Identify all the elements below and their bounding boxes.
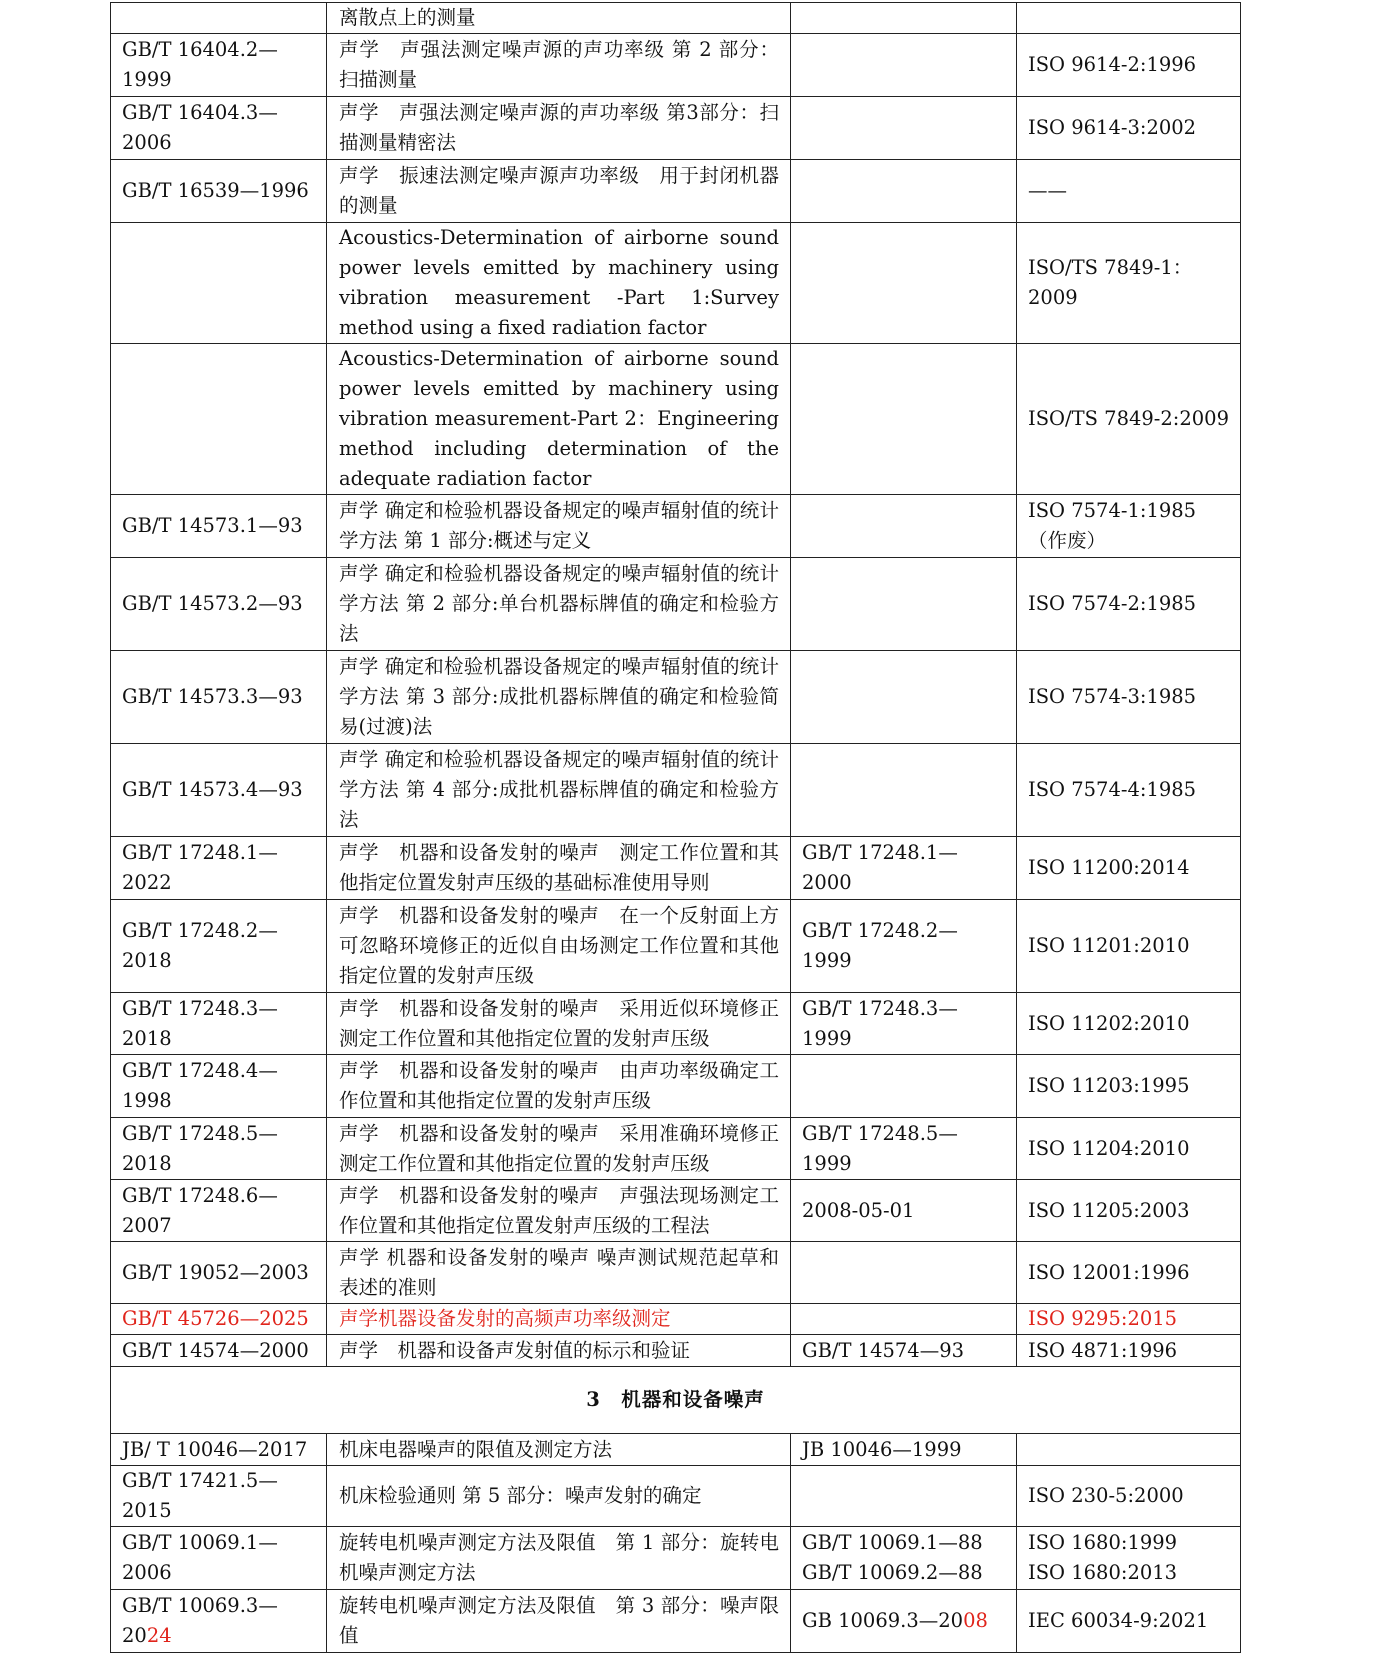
standard-title: Acoustics-Determination of airborne sound power levels emitted by machinery using vibration measurement-Part 2：Engineering method including determination of the adequate radiation factor: [327, 344, 791, 495]
replaced-standard: [791, 558, 1017, 651]
table-row: [111, 1434, 1241, 1466]
standard-code: [111, 344, 327, 495]
replaced-standard: GB 10069.3—20: [802, 1609, 964, 1632]
standard-title: 离散点上的测量: [327, 3, 791, 34]
replaced-standard-cell: [791, 1590, 1017, 1653]
standard-title: 旋转电机噪声测定方法及限值 第 3 部分：噪声限值: [327, 1590, 791, 1653]
standard-title: 声学 机器和设备发射的噪声 采用准确环境修正测定工作位置和其他指定位置的发射声压级: [327, 1118, 791, 1180]
standard-code: GB/T 16404.3—2006: [111, 97, 327, 160]
standard-code: [111, 3, 327, 34]
standard-code: GB/T 14573.2—93: [111, 558, 327, 651]
replaced-standard-line: GB/T 10069.2—88: [802, 1561, 983, 1584]
international-standard: ISO/TS 7849-1：2009: [1017, 223, 1241, 344]
table-row: [111, 160, 1241, 223]
international-standard: ISO 11205:2003: [1017, 1180, 1241, 1242]
standard-code: GB/T 17248.2—2018: [111, 900, 327, 993]
international-standard: ISO 11203:1995: [1017, 1055, 1241, 1118]
international-standard: ISO 11202:2010: [1017, 993, 1241, 1055]
replaced-standard: [791, 744, 1017, 837]
table-row: [111, 744, 1241, 837]
replaced-standard: [791, 34, 1017, 97]
standard-code: GB/T 45726—2025: [111, 1304, 327, 1335]
section-heading: 3 机器和设备噪声: [111, 1367, 1241, 1434]
international-standard: ISO 9614-2:1996: [1017, 34, 1241, 97]
standard-title: 声学 声强法测定噪声源的声功率级 第 2 部分：扫描测量: [327, 34, 791, 97]
standards-table-container: [110, 2, 1241, 1653]
table-row: [111, 1242, 1241, 1304]
international-standard: ISO 11204:2010: [1017, 1118, 1241, 1180]
table-row: [111, 97, 1241, 160]
standard-title: 声学 确定和检验机器设备规定的噪声辐射值的统计学方法 第 3 部分:成批机器标牌值的确定和检验简易(过渡)法: [327, 651, 791, 744]
standard-title: 声学 机器和设备发射的噪声 噪声测试规范起草和表述的准则: [327, 1242, 791, 1304]
table-row: [111, 223, 1241, 344]
standard-title: 旋转电机噪声测定方法及限值 第 1 部分：旋转电机噪声测定方法: [327, 1527, 791, 1590]
table-row: [111, 651, 1241, 744]
standard-code-revised-digits: 24: [146, 1624, 172, 1647]
standard-code: GB/T 10069.1—2006: [111, 1527, 327, 1590]
replaced-standard-revised-digits: 08: [963, 1609, 988, 1632]
international-standard: ISO 7574-3:1985: [1017, 651, 1241, 744]
international-standard: IEC 60034-9:2021: [1017, 1590, 1241, 1653]
table-row: [111, 1590, 1241, 1653]
table-row: [111, 837, 1241, 900]
standard-title: 声学 确定和检验机器设备规定的噪声辐射值的统计学方法 第 1 部分:概述与定义: [327, 495, 791, 558]
replaced-standard: GB/T 17248.3—1999: [791, 993, 1017, 1055]
standard-code: GB/T 14573.4—93: [111, 744, 327, 837]
standard-title: 声学 机器和设备发射的噪声 声强法现场测定工作位置和其他指定位置发射声压级的工程法: [327, 1180, 791, 1242]
table-row: [111, 1304, 1241, 1335]
international-standard: ISO 12001:1996: [1017, 1242, 1241, 1304]
replaced-standard: [791, 495, 1017, 558]
standard-title: 声学 确定和检验机器设备规定的噪声辐射值的统计学方法 第 4 部分:成批机器标牌值的确定和检验方法: [327, 744, 791, 837]
standard-title: 声学机器设备发射的高频声功率级测定: [327, 1304, 791, 1335]
replaced-standard: [791, 651, 1017, 744]
standard-title: 声学 机器和设备发射的噪声 测定工作位置和其他指定位置发射声压级的基础标准使用导则: [327, 837, 791, 900]
table-row: [111, 344, 1241, 495]
table-row: [111, 1527, 1241, 1590]
replaced-standard: [791, 344, 1017, 495]
replaced-standard-line: GB/T 10069.1—88: [802, 1531, 983, 1554]
table-row: [111, 558, 1241, 651]
standard-code: JB/ T 10046—2017: [111, 1434, 327, 1466]
replaced-standard: [791, 1466, 1017, 1527]
standards-table: [110, 2, 1241, 1653]
standard-code: GB/T 17248.4—1998: [111, 1055, 327, 1118]
standards-table-body: [111, 3, 1241, 1367]
standard-code: GB/T 14574—2000: [111, 1335, 327, 1367]
table-row: [111, 1466, 1241, 1527]
standard-code: GB/T 14573.3—93: [111, 651, 327, 744]
standard-title: 声学 机器和设备声发射值的标示和验证: [327, 1335, 791, 1367]
replaced-standard: GB/T 17248.1—2000: [791, 837, 1017, 900]
standard-title: 声学 机器和设备发射的噪声 采用近似环境修正测定工作位置和其他指定位置的发射声压级: [327, 993, 791, 1055]
replaced-standard: [791, 160, 1017, 223]
table-row: [111, 3, 1241, 34]
standard-code: GB/T 14573.1—93: [111, 495, 327, 558]
replaced-standard: GB/T 17248.2—1999: [791, 900, 1017, 993]
standard-code: GB/T 17421.5—2015: [111, 1466, 327, 1527]
section-header-group: [111, 1367, 1241, 1434]
table-row: [111, 495, 1241, 558]
international-standard: ISO 4871:1996: [1017, 1335, 1241, 1367]
standard-code: GB/T 17248.3—2018: [111, 993, 327, 1055]
replaced-standard: [791, 3, 1017, 34]
standard-title: 声学 确定和检验机器设备规定的噪声辐射值的统计学方法 第 2 部分:单台机器标牌值的确定和检验方法: [327, 558, 791, 651]
international-standard-line: ISO 1680:2013: [1028, 1561, 1178, 1584]
international-standard: ——: [1017, 160, 1241, 223]
standard-title: 声学 声强法测定噪声源的声功率级 第3部分：扫描测量精密法: [327, 97, 791, 160]
standard-code: GB/T 17248.5—2018: [111, 1118, 327, 1180]
standard-title: 声学 振速法测定噪声源声功率级 用于封闭机器的测量: [327, 160, 791, 223]
table-row: [111, 900, 1241, 993]
standard-code: GB/T 16404.2—1999: [111, 34, 327, 97]
replaced-standard: GB/T 17248.5—1999: [791, 1118, 1017, 1180]
section-header-row: [111, 1367, 1241, 1434]
section-3-table-body: [111, 1434, 1241, 1590]
replaced-standard: [791, 1242, 1017, 1304]
replaced-standard: JB 10046—1999: [791, 1434, 1017, 1466]
international-standard: ISO 9295:2015: [1017, 1304, 1241, 1335]
international-standard: ISO 7574-4:1985: [1017, 744, 1241, 837]
international-standard: ISO 11201:2010: [1017, 900, 1241, 993]
standard-code: GB/T 17248.6—2007: [111, 1180, 327, 1242]
international-standard-line: ISO 1680:1999: [1028, 1531, 1178, 1554]
international-standard: ISO 7574-2:1985: [1017, 558, 1241, 651]
standard-title: 声学 机器和设备发射的噪声 在一个反射面上方可忽略环境修正的近似自由场测定工作位置和其他指定位置的发射声压级: [327, 900, 791, 993]
international-standard: ISO 11200:2014: [1017, 837, 1241, 900]
standard-code: GB/T 17248.1—2022: [111, 837, 327, 900]
international-standard: ISO 9614-3:2002: [1017, 97, 1241, 160]
replaced-standard: [791, 1055, 1017, 1118]
standard-title: 机床检验通则 第 5 部分：噪声发射的确定: [327, 1466, 791, 1527]
standard-code: GB/T 16539—1996: [111, 160, 327, 223]
replaced-standard: [791, 1304, 1017, 1335]
table-row: [111, 34, 1241, 97]
international-standard: [1017, 1434, 1241, 1466]
table-row: [111, 1180, 1241, 1242]
replaced-standard: [791, 97, 1017, 160]
table-row: [111, 1118, 1241, 1180]
international-standard: ISO/TS 7849-2:2009: [1017, 344, 1241, 495]
standard-code: GB/T 19052—2003: [111, 1242, 327, 1304]
international-standard: ISO 230-5:2000: [1017, 1466, 1241, 1527]
table-row: [111, 993, 1241, 1055]
last-row-group: [111, 1590, 1241, 1653]
standard-code: [111, 223, 327, 344]
standard-title: 机床电器噪声的限值及测定方法: [327, 1434, 791, 1466]
standard-title: Acoustics-Determination of airborne sound power levels emitted by machinery using vibration measurement -Part 1:Survey method using a fixed radiation factor: [327, 223, 791, 344]
table-row: [111, 1055, 1241, 1118]
table-row: [111, 1335, 1241, 1367]
replaced-standard: [791, 1527, 1017, 1590]
replaced-standard: [791, 223, 1017, 344]
standard-title: 声学 机器和设备发射的噪声 由声功率级确定工作位置和其他指定位置的发射声压级: [327, 1055, 791, 1118]
standard-code-cell: [111, 1590, 327, 1653]
international-standard: [1017, 3, 1241, 34]
standard-code: GB/T 10069.3—20: [122, 1594, 278, 1647]
replaced-standard: 2008-05-01: [791, 1180, 1017, 1242]
international-standard: [1017, 1527, 1241, 1590]
international-standard: ISO 7574-1:1985（作废）: [1017, 495, 1241, 558]
replaced-standard: GB/T 14574—93: [791, 1335, 1017, 1367]
